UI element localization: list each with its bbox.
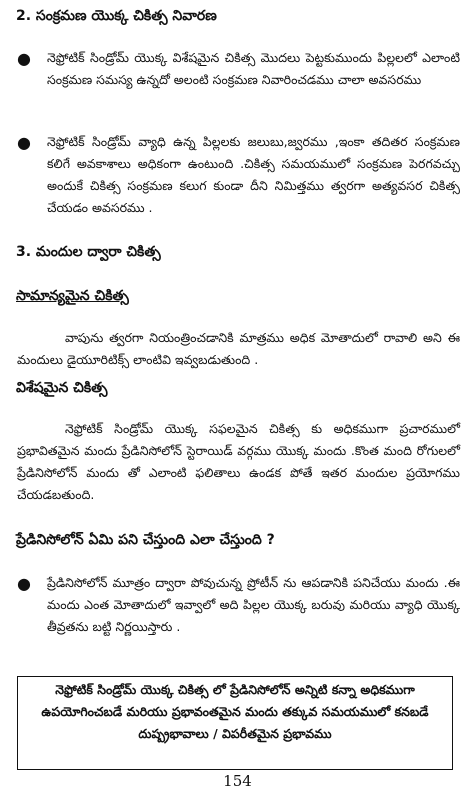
paragraph-infection-2: నెఫ్రోటిక్ సిండ్రోమ్ వ్యాధి ఉన్న పిల్లలకు జలుబు,జ్వరము ,ఇంకా తదితర సంక్రమణ కలిగే అవకాశాలు అధికంగా ఉంటుంది .చికిత్స సమయములో సంక్రమణ పెరగవచ్చు అందుకే చికిత్స సంక్రమణ కలుగ కుండా దీని నిమిత్తము త్వరగా అత్యవసర చికిత్స చేయడం అవసరము . (47, 134, 460, 215)
subheading-prednisolone: ప్రేడినిసోలోన్ ఏమి పని చేస్తుంది ఎలా చేస్తుంది ? (16, 532, 275, 548)
paragraph-infection-1: నెఫ్రోటిక్ సిండ్రోమ్ యొక్క విశేషమైన చికిత్స మొదలు పెట్టకుముందు పిల్లలలో ఎలాంటి సంక్రమణ సమస్య ఉన్నదో అలంటి సంక్రమణ నివారించడము చాలా అవసరము (47, 50, 460, 87)
section-heading-infection: 2. సంక్రమణ యొక్క చికిత్స నివారణ (16, 8, 217, 24)
bullet-dot: ● (17, 133, 31, 152)
subheading-general-treatment: సామాన్యమైన చికిత్స (16, 288, 129, 304)
paragraph-prednisolone: ప్రేడినిసోలోన్ మూత్రం ద్వారా పోవుచున్న ప్రోటీన్ ను ఆపడానికి పనిచేయు మందు .ఈ మందు ఎంత మోతాదులో ఇవ్వాలో అది పిల్లల యొక్క బరువు మరియు వ్యాధి యొక్క తీవ్రతను బట్టి నిర్ణయిస్తారు . (47, 575, 460, 634)
bullet-dot: ● (17, 574, 31, 593)
bullet-dot: ● (17, 49, 31, 68)
paragraph-general-treatment: వాపును త్వరగా నియంత్రించడానికి మాత్రము అధిక మోతాదులో రావాలి అని ఈ మందులు డైయూరిటిక్స్ లాంటివి ఇవ్వబడుతుంది . (17, 330, 460, 367)
paragraph-special-treatment: నెఫ్రోటిక్ సిండ్రోమ్ యొక్క సఫలమైన చికిత్స కు అధికముగా ప్రచారములో ప్రభావితమైన మందు ప్రేడినిసోలోన్ స్టెరాయిడ్ వర్గము యొక్క మందు .కొంత మంది రోగులలో ప్రేడినిసోలోన్ మందు తో ఎలాంటి ఫలితాలు ఉండక పోతే ఇతర మందుల ప్రయోగము చేయడబతుంది. (17, 421, 460, 502)
page-number: 154 (223, 772, 252, 790)
highlight-box-text: నెఫ్రోటిక్ సిండ్రోమ్ యొక్క చికిత్స లో ప్రేడినిసోలోన్ అన్నిటి కన్నా అధికముగా ఉపయోగించబడే మరియు ప్రభావంతమైన మందు తక్కువ సమయములో కనబడే దుష్ప్రభావాలు / విపరీతమైన ప్రభావము (41, 682, 429, 741)
subheading-special-treatment: విశేషమైన చికిత్స (16, 380, 108, 396)
section-heading-medicine: 3. మందుల ద్వారా చికిత్స (16, 244, 161, 260)
highlight-box (17, 676, 453, 770)
